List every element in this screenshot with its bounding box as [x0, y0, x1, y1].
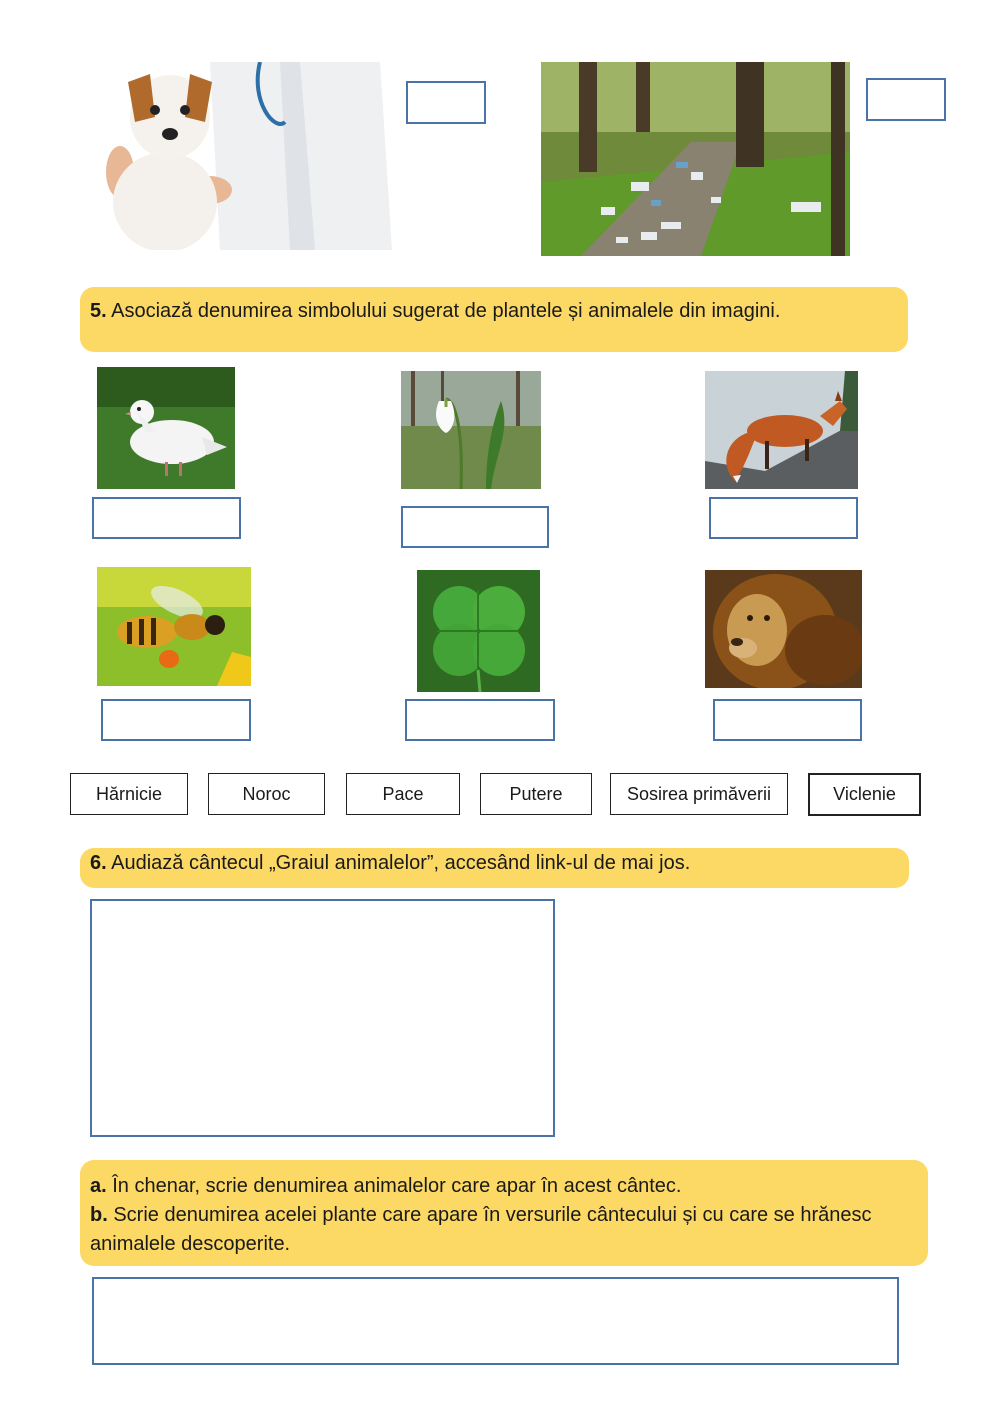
dove-image	[97, 367, 235, 489]
vet-dog-image	[100, 62, 395, 250]
exercise-5-text: Asociază denumirea simbolului sugerat de plantele și animalele din imagini.	[106, 300, 781, 322]
video-embed-area[interactable]	[90, 899, 555, 1137]
task-b-text: Scrie denumirea acelei plante care apare în versurile cântecului și cu care se hrănesc animalele descoperite.	[90, 1204, 872, 1255]
task-a-text: În chenar, scrie denumirea animalelor care apar în acest cântec.	[106, 1175, 682, 1197]
word-chip-pace[interactable]: Pace	[346, 773, 460, 815]
exercise-5-instruction	[80, 287, 908, 352]
fox-image	[705, 371, 858, 489]
clover-image	[417, 570, 540, 692]
answer-box-plant[interactable]	[92, 1277, 899, 1365]
exercise-6-instruction	[80, 848, 909, 888]
word-chip-sosirea-primaverii[interactable]: Sosirea primăverii	[610, 773, 788, 815]
answer-box-vet[interactable]	[406, 81, 486, 124]
task-a-label: a.	[90, 1175, 107, 1197]
tasks-instruction	[80, 1160, 928, 1266]
answer-box-dove[interactable]	[92, 497, 241, 539]
answer-box-bee[interactable]	[101, 699, 251, 741]
exercise-6-number: 6.	[90, 852, 107, 874]
word-chip-putere[interactable]: Putere	[480, 773, 592, 815]
task-b-label: b.	[90, 1204, 108, 1226]
word-chip-noroc[interactable]: Noroc	[208, 773, 325, 815]
bee-image	[97, 567, 251, 686]
answer-box-lion[interactable]	[713, 699, 862, 741]
answer-box-forest[interactable]	[866, 78, 946, 121]
task-a	[90, 1172, 914, 1201]
exercise-6-text: Audiază cântecul „Graiul animalelor”, accesând link-ul de mai jos.	[106, 852, 691, 874]
word-chip-viclenie[interactable]: Viclenie	[808, 773, 921, 816]
answer-box-snowdrop[interactable]	[401, 506, 549, 548]
word-chip-harnicie[interactable]: Hărnicie	[70, 773, 188, 815]
task-b	[90, 1201, 914, 1259]
snowdrop-image	[401, 371, 541, 489]
lion-image	[705, 570, 862, 688]
littered-forest-image	[541, 62, 850, 256]
answer-box-clover[interactable]	[405, 699, 555, 741]
exercise-5-number: 5.	[90, 300, 107, 322]
answer-box-fox[interactable]	[709, 497, 858, 539]
